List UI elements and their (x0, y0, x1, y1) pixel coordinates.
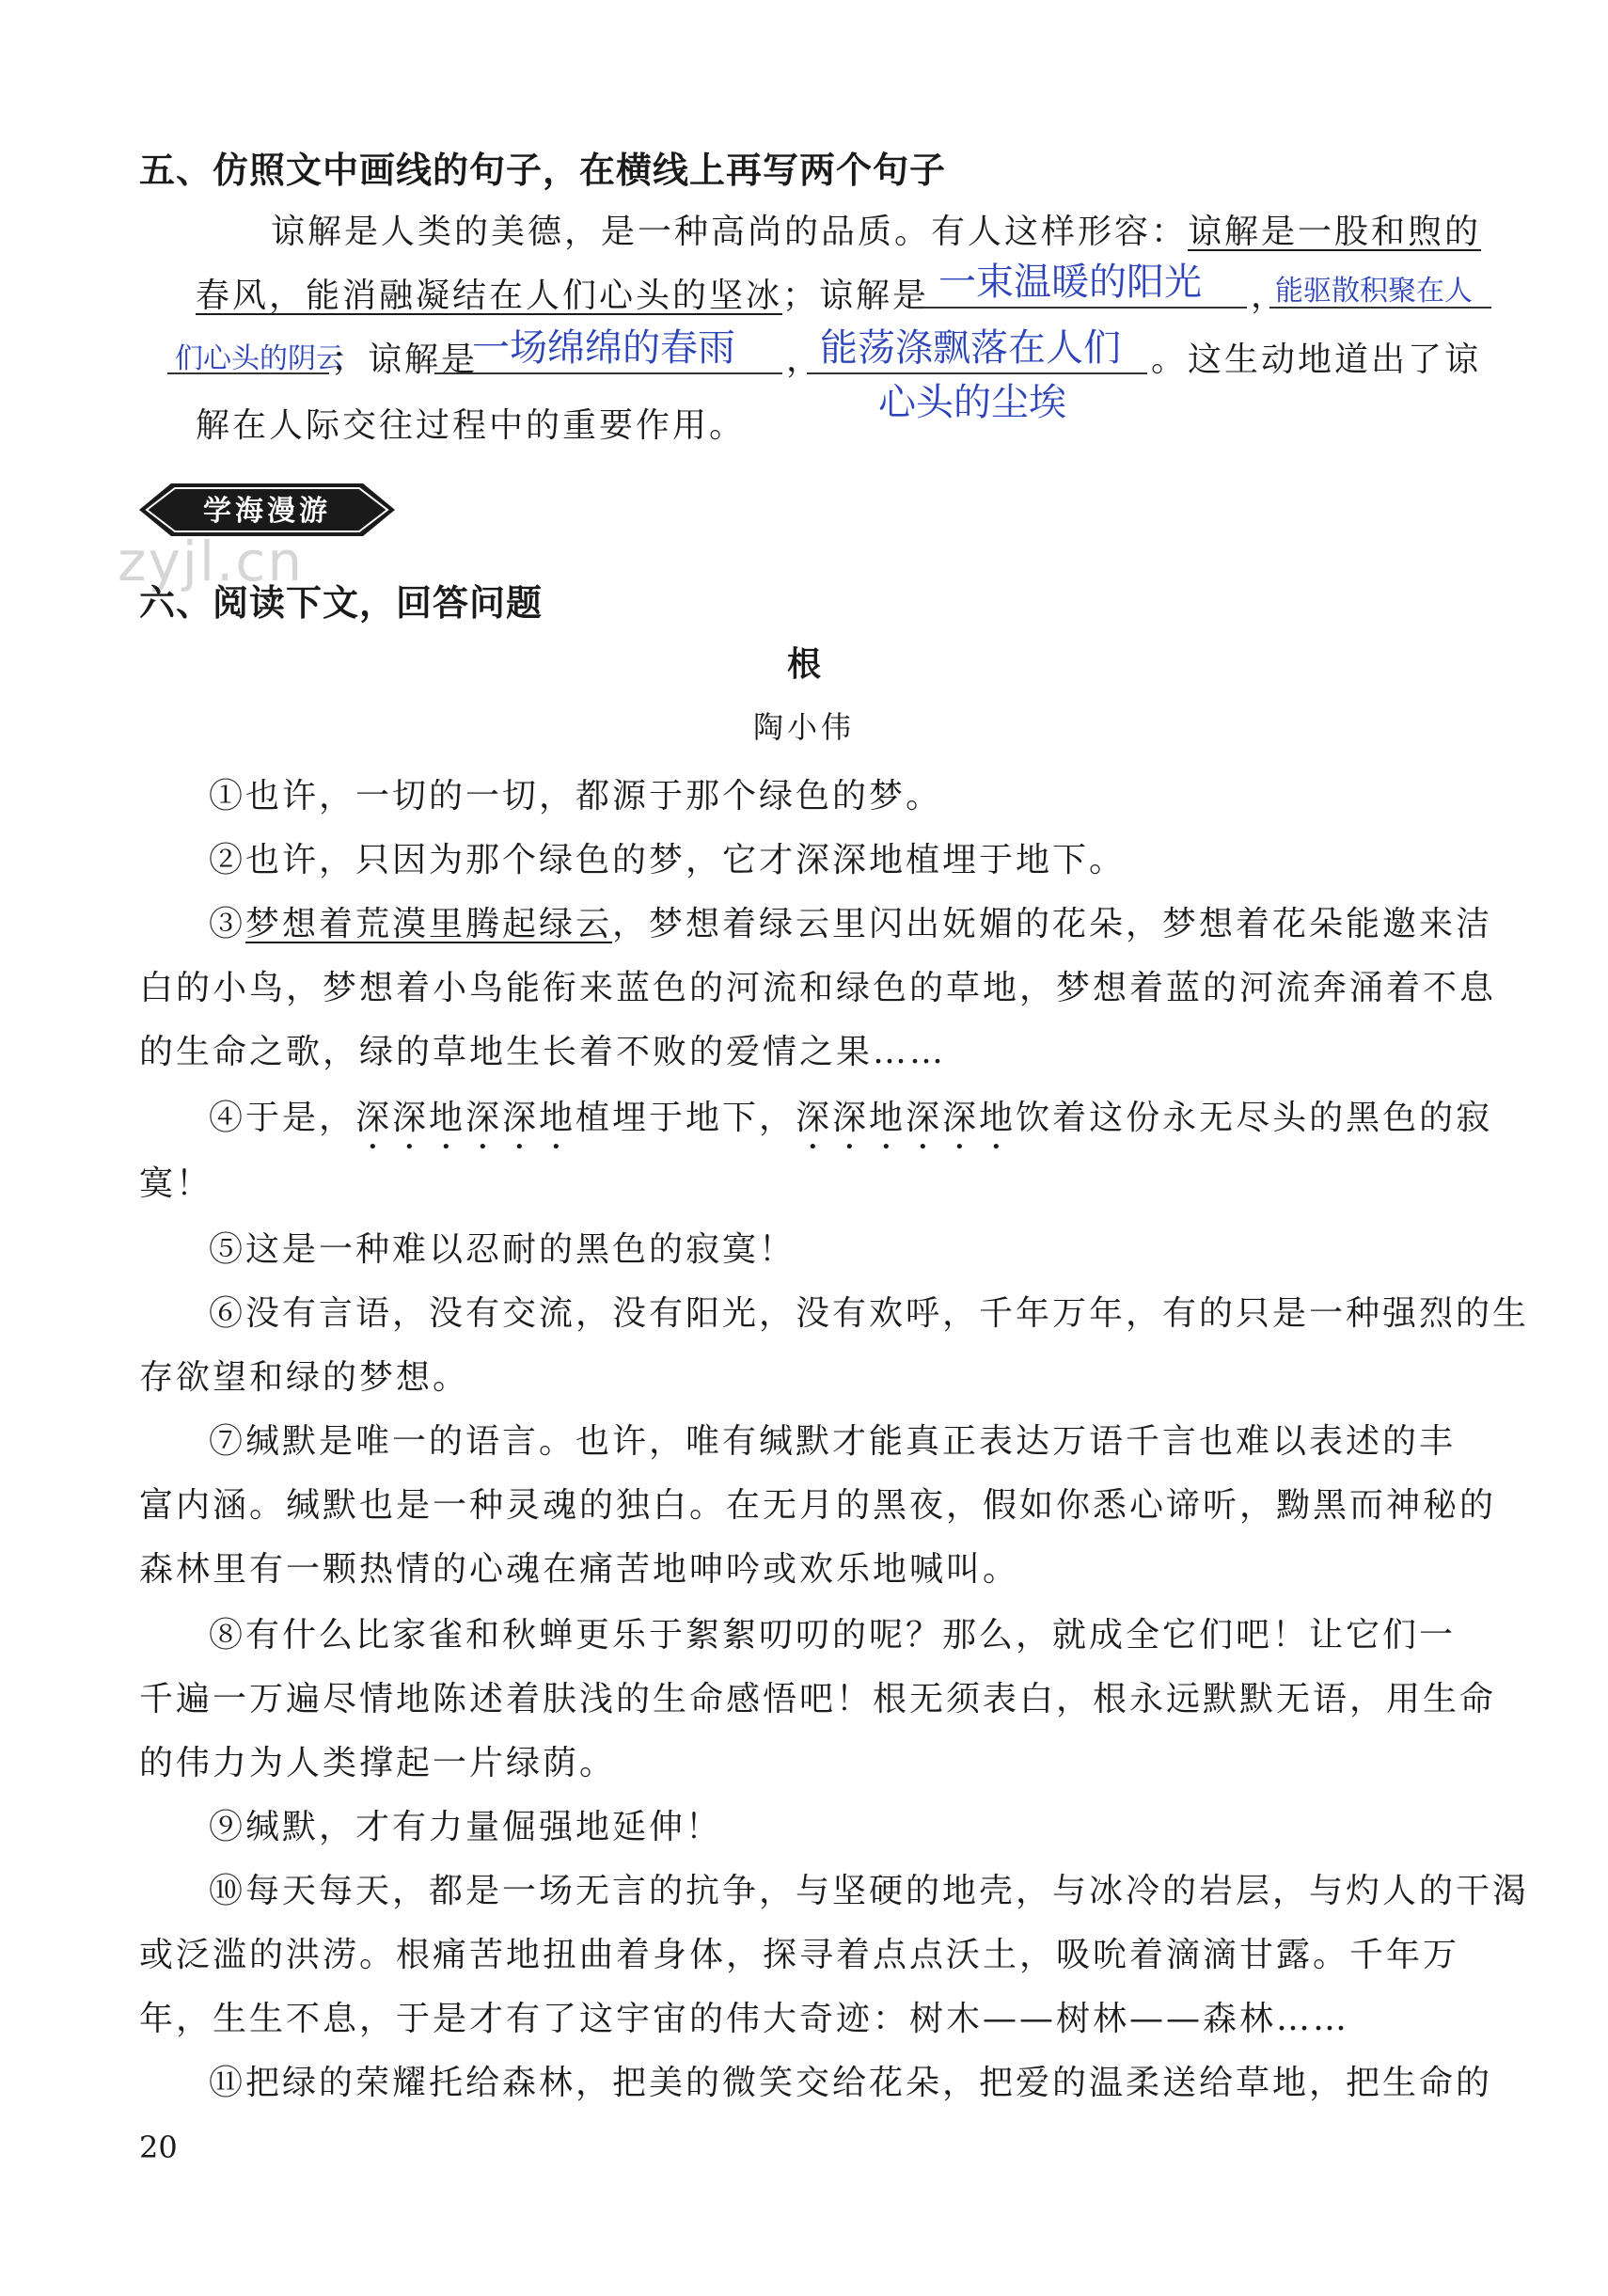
paragraph-2: ②也许，只因为那个绿色的梦，它才深深地植埋于地下。 (209, 841, 1127, 879)
article-title: 根 (786, 645, 821, 684)
paragraph-1: ①也许，一切的一切，都源于那个绿色的梦。 (209, 777, 943, 815)
handwritten-answer-2b-part1: 能荡涤飘落在人们 (820, 326, 1121, 370)
paragraph-9: ⑨缄默，才有力量倔强地延伸！ (209, 1808, 723, 1846)
s5-line2-comma: ， (1251, 277, 1288, 315)
watermark: zyjl.cn (118, 530, 305, 594)
handwritten-answer-1b-part2: 们心头的阴云 (175, 342, 344, 375)
page-number: 20 (139, 2130, 178, 2165)
paragraph-10-line2: 或泛滥的洪涝。根痛苦地扭曲着身体，探寻着点点沃土，吸吮着滴滴甘露。千年万 (139, 1936, 1460, 1974)
paragraph-5: ⑤这是一种难以忍耐的黑色的寂寞！ (209, 1230, 796, 1269)
handwritten-answer-2a: 一场绵绵的春雨 (472, 326, 735, 370)
p3-underlined: 梦想着荒漠里腾起绿云 (245, 905, 613, 943)
paragraph-3-line2: 白的小鸟，梦想着小鸟能衔来蓝色的河流和绿色的草地，梦想着蓝的河流奔涌着不息 (139, 969, 1497, 1007)
handwritten-answer-1a: 一束温暖的阳光 (938, 261, 1202, 304)
paragraph-10-line1: ⑩每天每天，都是一场无言的抗争，与坚硬的地壳，与冰冷的岩层，与灼人的干渴 (209, 1872, 1530, 1910)
s5-line3-end: 。这生动地道出了谅 (1151, 340, 1482, 379)
paragraph-8-line2: 千遍一万遍尽情地陈述着肤浅的生命感悟吧！根无须表白，根永远默默无语，用生命 (139, 1680, 1497, 1718)
p4-dotted-1: 深深地深深地 (355, 1099, 576, 1137)
article-author: 陶小伟 (752, 709, 855, 745)
s5-line3-comma: ， (786, 340, 824, 379)
s5-line2-underlined: 春风，能消融凝结在人们心头的坚冰 (196, 277, 783, 315)
s5-line2 (196, 269, 929, 317)
badge-label: 学海漫游 (203, 495, 331, 528)
answer-blank-2a[interactable] (434, 372, 782, 374)
answer-blank-1a[interactable] (908, 307, 1247, 309)
p3-rest: ，梦想着绿云里闪出妩媚的花朵，梦想着花朵能邀来洁 (612, 905, 1493, 943)
paragraph-3-line3: 的生命之歌，绿的草地生长着不败的爱情之果…… (139, 1033, 947, 1071)
paragraph-7-line1: ⑦缄默是唯一的语言。也许，唯有缄默才能真正表达万语千言也难以表述的丰 (209, 1422, 1457, 1461)
paragraph-4-line2: 寞！ (139, 1164, 213, 1203)
s5-line4: 解在人际交往过程中的重要作用。 (196, 406, 747, 445)
p4-dotted-2: 深深地深深地 (796, 1099, 1017, 1137)
s5-line1-underlined: 谅解是一股和煦的 (1188, 213, 1482, 251)
handwritten-answer-2b-part2: 心头的尘埃 (878, 381, 1066, 424)
answer-blank-1b-cont[interactable] (167, 372, 329, 374)
paragraph-10-line3: 年，生生不息，于是才有了这宇宙的伟大奇迹：树木——树林——森林…… (139, 2000, 1350, 2038)
section5-heading: 五、仿照文中画线的句子，在横线上再写两个句子 (139, 150, 947, 191)
handwritten-answer-1b-part1: 能驱散积聚在人 (1275, 275, 1473, 308)
p4-a: ④于是， (209, 1099, 356, 1137)
section6-heading: 六、阅读下文，回答问题 (139, 582, 544, 624)
p3-number: ③ (209, 905, 246, 943)
paragraph-6-line2: 存欲望和绿的梦想。 (139, 1358, 470, 1397)
paragraph-8-line3: 的伟力为人类撑起一片绿荫。 (139, 1744, 617, 1782)
s5-line1-text: 谅解是人类的美德，是一种高尚的品质。有人这样形容： (271, 213, 1189, 251)
p4-b: 植埋于地下， (575, 1099, 796, 1137)
paragraph-7-line2: 富内涵。缄默也是一种灵魂的独白。在无月的黑夜，假如你悉心谛听，黝黑而神秘的 (139, 1486, 1497, 1525)
p4-c: 饮着这份永无尽头的黑色的寂 (1016, 1099, 1493, 1137)
paragraph-6-line1: ⑥没有言语，没有交流，没有阳光，没有欢呼，千年万年，有的只是一种强烈的生 (209, 1294, 1530, 1333)
paragraph-4-line1 (209, 1091, 1492, 1157)
s5-line3-text: ；谅解是 (331, 340, 479, 379)
paragraph-3-line1 (209, 897, 1492, 945)
paragraph-11-line1: ⑪把绿的荣耀托给森林，把美的微笑交给花朵，把爱的温柔送给草地，把生命的 (209, 2064, 1493, 2102)
paragraph-8-line1: ⑧有什么比家雀和秋蝉更乐于絮絮叨叨的呢？那么，就成全它们吧！让它们一 (209, 1616, 1457, 1655)
s5-line2-text: ；谅解是 (782, 277, 930, 315)
paragraph-7-line3: 森林里有一颗热情的心魂在痛苦地呻吟或欢乐地喊叫。 (139, 1550, 1020, 1589)
s5-line1 (271, 205, 1481, 253)
